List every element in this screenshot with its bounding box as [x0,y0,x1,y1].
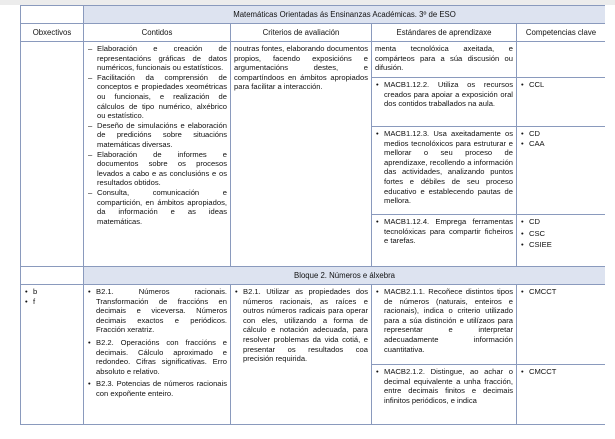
list-item: – Elaboración de informes e documentos sobre os procesos levados a cabo e as conclusións e os resultados obtidos. [87,150,227,188]
contidos-cell [84,285,231,425]
table-row [21,42,606,78]
competencia-badge: • CD [520,217,602,227]
table-row [21,285,606,365]
estandar-cell [372,78,517,127]
estandar-text: • MACB2.1.1. Recoñece distintos tipos de números (naturais, enteiros e racionais), indica o criterio utilizado para a súa distinción e utilízaos para representar e interpretar adecuadamente información cuantitativa. [375,287,513,354]
header-contidos: Contidos [84,24,231,42]
obxectivos-cell [21,42,84,267]
block-blank-cell [21,267,84,285]
criterio-text: • B2.1. Utilizar as propiedades dos números racionais, as raíces e outros números radicais para operar con eles, utilizando a forma de cálculo e notación adecuada, para resolver problemas da vida cotiá, e presentar os resultados coa precisión requirida. [234,287,368,364]
estandar-text: • MACB1.12.3. Usa axeitadamente os medios tecnolóxicos para estruturar e mellorar o seu proceso de aprendizaxe, recollendo a información das actividades, analizando puntos fortes e débiles de seu proceso educativo e establecendo pautas de mellora. [375,129,513,206]
competencia-badge: • CAA [520,139,602,149]
header-row [21,24,606,42]
contidos-cell [84,42,231,267]
competencias-cell [517,127,606,215]
list-item: – Deseño de simulacións e elaboración de predicións sobre situacións matemáticas diversas. [87,121,227,150]
list-item: • B2.2. Operacións con fraccións e decimais. Cálculo aproximado e redondeo. Cifras significativas. Erro absoluto e relativo. [87,338,227,376]
header-criterios: Criterios de avaliación [231,24,372,42]
criterios-cell [231,285,372,425]
competencias-cell [517,78,606,127]
competencia-badge: • CCL [520,80,602,90]
curriculum-table-page [20,5,605,439]
estandar-text: • MACB2.1.2. Distingue, ao achar o decimal equivalente a unha fracción, entre decimais finitos e decimais infinitos periódicos, e indica [375,367,513,405]
estandar-cell [372,285,517,365]
list-item: – Consulta, comunicación e compartición, en ámbitos apropiados, da información e as ideas matemáticas. [87,188,227,226]
estandar-text: menta tecnolóxica axeitada, e compárteos para a súa discusión ou difusión. [375,44,513,73]
header-estandares: Estándares de aprendizaxe [372,24,517,42]
criterios-cell [231,42,372,267]
competencias-cell [517,285,606,365]
obxectivos-cell [21,285,84,425]
competencia-badge: • CD [520,129,602,139]
block-title: Bloque 2. Números e álxebra [84,267,606,285]
block-header-row [21,267,606,285]
curriculum-table [20,5,605,425]
estandar-cell [372,215,517,267]
competencia-badge: • CMCCT [520,287,602,297]
table-title: Matemáticas Orientadas ás Ensinanzas Académicas. 3º de ESO [84,6,606,24]
title-blank-cell [21,6,84,24]
estandar-cell [372,42,517,78]
list-item: – Elaboración e creación de representacións gráficas de datos numéricos, funcionais ou estatísticos. [87,44,227,73]
competencias-cell [517,215,606,267]
list-item: • B2.1. Números racionais. Transformación de fraccións en decimais e viceversa. Números decimais exactos e periódicos. Fracción xeratriz. [87,287,227,335]
estandar-text: • MACB1.12.2. Utiliza os recursos creados para apoiar a exposición oral dos contidos traballados na aula. [375,80,513,109]
competencia-badge: • CSIEE [520,240,602,250]
header-competencias: Competencias clave [517,24,606,42]
header-obxectivos: Obxectivos [21,24,84,42]
list-item: – Facilitación da comprensión de conceptos e propiedades xeométricas ou funcionais, e realización de cálculos de tipo numérico, alxébrico ou estatístico. [87,73,227,121]
competencias-cell [517,42,606,78]
list-item: • B2.3. Potencias de números racionais con expoñente enteiro. [87,379,227,398]
obxectivo-item: • f [24,297,80,307]
obxectivo-item: • b [24,287,80,297]
estandar-cell [372,127,517,215]
estandar-text: • MACB1.12.4. Emprega ferramentas tecnolóxicas para compartir ficheiros e tarefas. [375,217,513,246]
criterio-text: noutras fontes, elaborando documentos propios, facendo exposicións e argumentacións destes, e compartíndoos en ámbitos apropiados para facilitar a interacción. [234,44,368,92]
competencia-badge: • CSC [520,229,602,239]
estandar-cell [372,365,517,425]
competencia-badge: • CMCCT [520,367,602,377]
competencias-cell [517,365,606,425]
